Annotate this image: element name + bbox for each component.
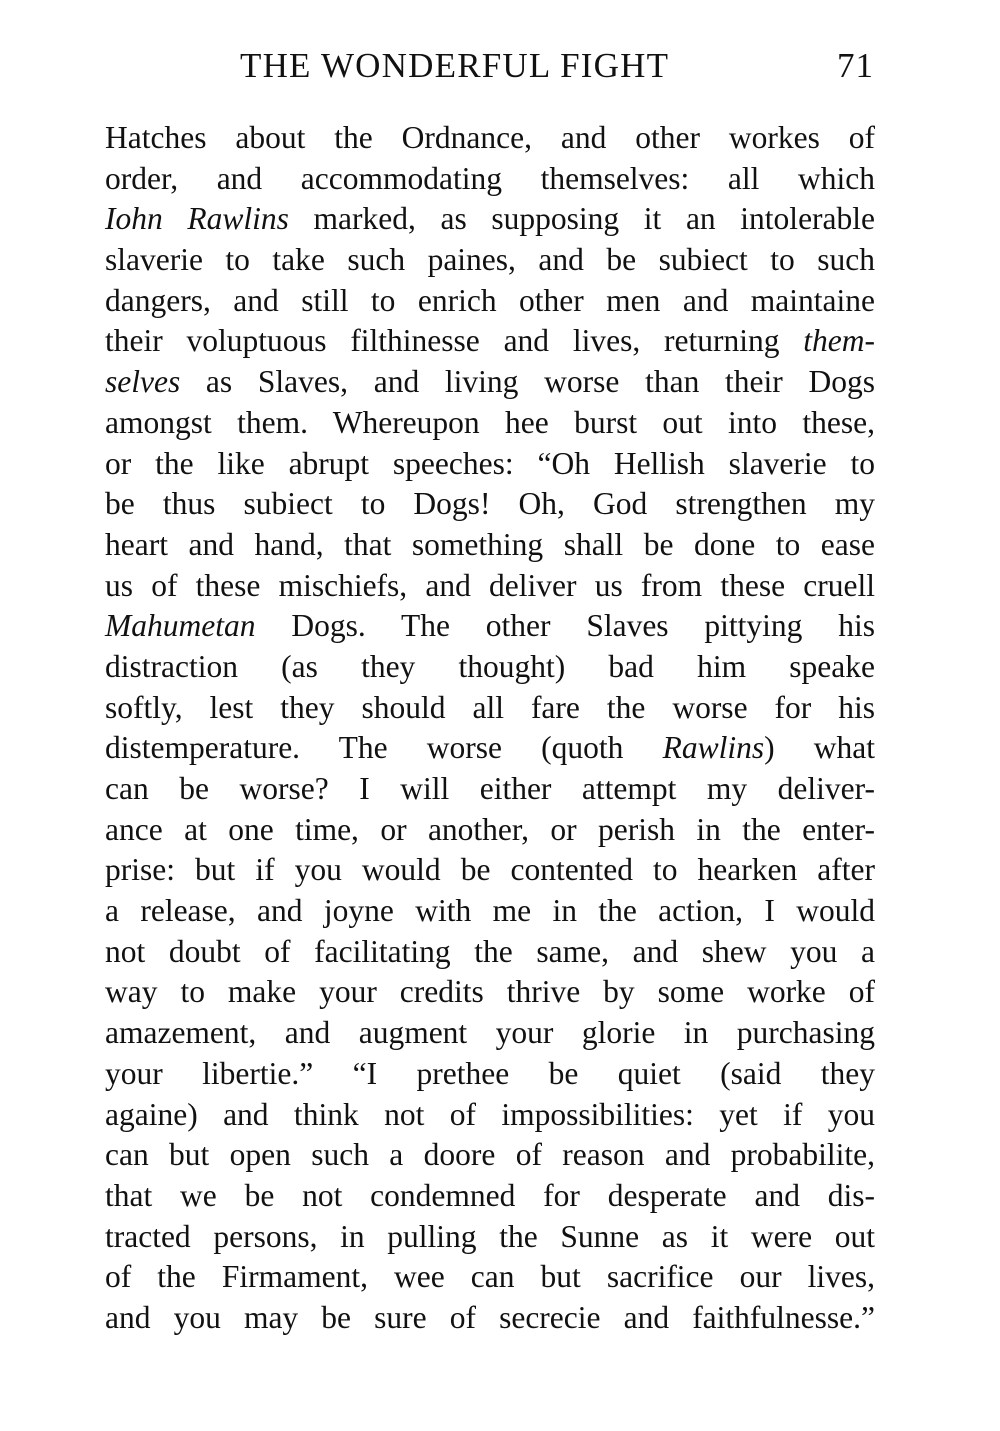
text-segment: and you may be sure of secrecie and faithfulnesse.”: [105, 1299, 875, 1335]
text-segment: their voluptuous filthinesse and lives, returning: [105, 323, 804, 359]
text-segment: that we be not condemned for desperate and dis-: [105, 1177, 875, 1213]
text-line: [105, 810, 875, 851]
text-line: [105, 728, 875, 769]
text-line: [105, 240, 875, 281]
text-segment: way to make your credits thrive by some worke of: [105, 974, 875, 1010]
text-segment: Hatches about the Ordnance, and other workes of: [105, 120, 875, 155]
text-line: [105, 1135, 875, 1176]
text-line: [105, 1054, 875, 1095]
text-line: [105, 1176, 875, 1217]
text-line: [105, 891, 875, 932]
text-segment: slaverie to take such paines, and be subiect to such: [105, 242, 875, 278]
text-segment: us of these mischiefs, and deliver us from these cruell: [105, 567, 875, 603]
text-segment: prise: but if you would be contented to hearken after: [105, 852, 875, 888]
text-line: [105, 281, 875, 322]
text-segment: heart and hand, that something shall be done to ease: [105, 526, 875, 562]
text-line: [105, 484, 875, 525]
text-segment: distemperature. The worse (quoth: [105, 730, 663, 766]
text-line: [105, 1298, 875, 1339]
text-segment: not doubt of facilitating the same, and shew you a: [105, 933, 875, 969]
text-segment: or the like abrupt speeches: “Oh Hellish slaverie to: [105, 445, 875, 481]
text-line: [105, 444, 875, 485]
text-line: [105, 321, 875, 362]
text-segment: order, and accommodating themselves: all which: [105, 160, 875, 196]
text-segment: againe) and think not of impossibilities: yet if you: [105, 1096, 875, 1132]
text-line: [105, 647, 875, 688]
text-segment: softly, lest they should all fare the worse for his: [105, 689, 875, 725]
text-segment: ance at one time, or another, or perish in the enter-: [105, 811, 875, 847]
text-segment: can but open such a doore of reason and probabilite,: [105, 1137, 875, 1173]
text-line: [105, 688, 875, 729]
body-text: [105, 118, 875, 1339]
italic-text: Mahumetan: [105, 608, 256, 644]
text-line: [105, 362, 875, 403]
text-segment: Dogs. The other Slaves pittying his: [255, 608, 875, 644]
text-line: [105, 566, 875, 607]
text-line: [105, 850, 875, 891]
text-line: [105, 932, 875, 973]
text-segment: be thus subiect to Dogs! Oh, God strengthen my: [105, 486, 875, 522]
page-number: 71: [837, 46, 874, 85]
text-segment: as Slaves, and living worse than their Dogs: [180, 364, 875, 400]
text-segment: amongst them. Whereupon hee burst out into these,: [105, 404, 875, 440]
text-line: [105, 1217, 875, 1258]
text-segment: ) what: [764, 730, 875, 766]
running-head: [240, 46, 874, 96]
text-segment: dangers, and still to enrich other men and maintaine: [105, 282, 875, 318]
text-segment: can be worse? I will either attempt my deliver-: [105, 771, 875, 806]
text-segment: marked, as supposing it an intolerable: [288, 201, 875, 237]
text-line: [105, 1257, 875, 1298]
text-line: [105, 1095, 875, 1136]
text-line: [105, 769, 875, 810]
text-line: [105, 118, 875, 159]
text-line: [105, 199, 875, 240]
italic-text: Iohn Rawlins: [105, 201, 289, 237]
text-line: [105, 972, 875, 1013]
text-line: [105, 159, 875, 200]
text-segment: your libertie.” “I prethee be quiet (said they: [105, 1055, 875, 1091]
text-segment: tracted persons, in pulling the Sunne as it were out: [105, 1218, 875, 1254]
text-line: [105, 606, 875, 647]
text-segment: of the Firmament, wee can but sacrifice our lives,: [105, 1259, 875, 1295]
running-title: THE WONDERFUL FIGHT: [240, 46, 670, 85]
text-line: [105, 403, 875, 444]
text-segment: distraction (as they thought) bad him speake: [105, 648, 875, 684]
text-segment: a release, and joyne with me in the action, I would: [105, 893, 875, 929]
italic-text: them-: [803, 323, 875, 359]
italic-text: Rawlins: [662, 730, 765, 766]
text-line: [105, 1013, 875, 1054]
text-segment: amazement, and augment your glorie in purchasing: [105, 1015, 875, 1051]
text-line: [105, 525, 875, 566]
italic-text: selves: [105, 364, 181, 400]
